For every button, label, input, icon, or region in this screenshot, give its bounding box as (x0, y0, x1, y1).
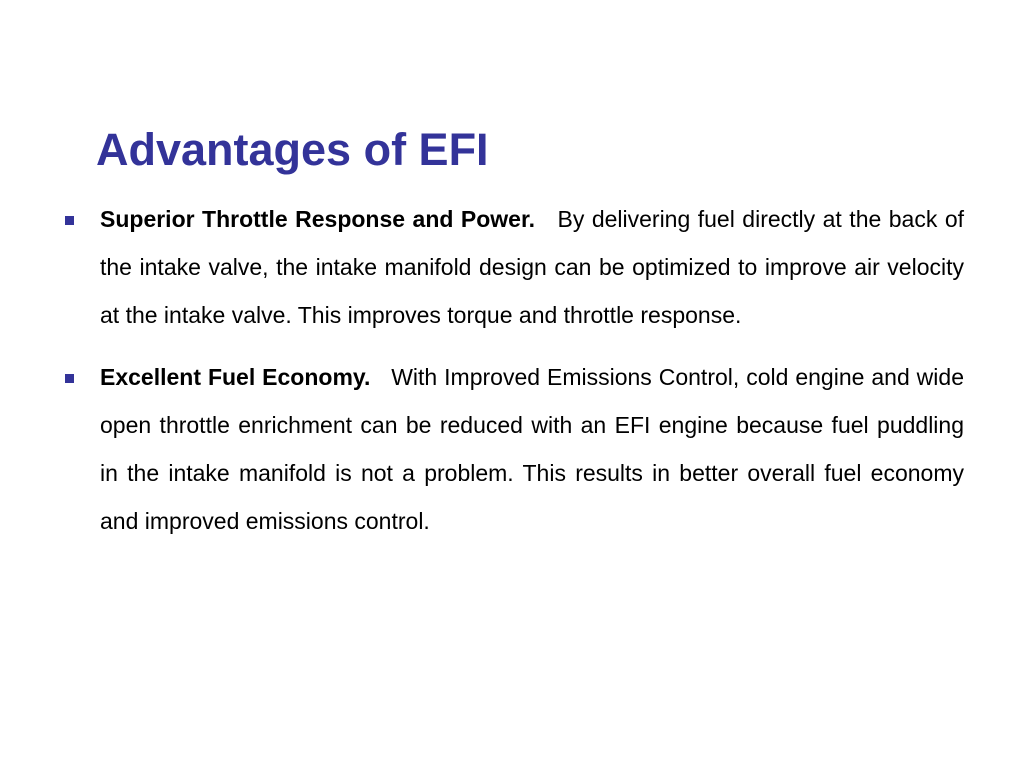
bullet-item (58, 353, 964, 545)
square-bullet-icon (65, 216, 74, 225)
bullet-item (58, 195, 964, 339)
slide-title: Advantages of EFI (96, 124, 489, 175)
bullet-heading: Excellent Fuel Economy. (100, 364, 371, 390)
bullet-list (58, 195, 964, 559)
bullet-heading: Superior Throttle Response and Power. (100, 206, 536, 232)
square-bullet-icon (65, 374, 74, 383)
bullet-text: With Improved Emissions Control, cold engine and wide open throttle enrichment can be reduced with an EFI engine because fuel puddling in the intake manifold is not a problem. This results in better overall fuel economy and improved emissions control. (100, 364, 964, 534)
bullet-text: By delivering fuel directly at the back of the intake valve, the intake manifold design can be optimized to improve air velocity at the intake valve. This improves torque and throttle response. (100, 206, 964, 328)
